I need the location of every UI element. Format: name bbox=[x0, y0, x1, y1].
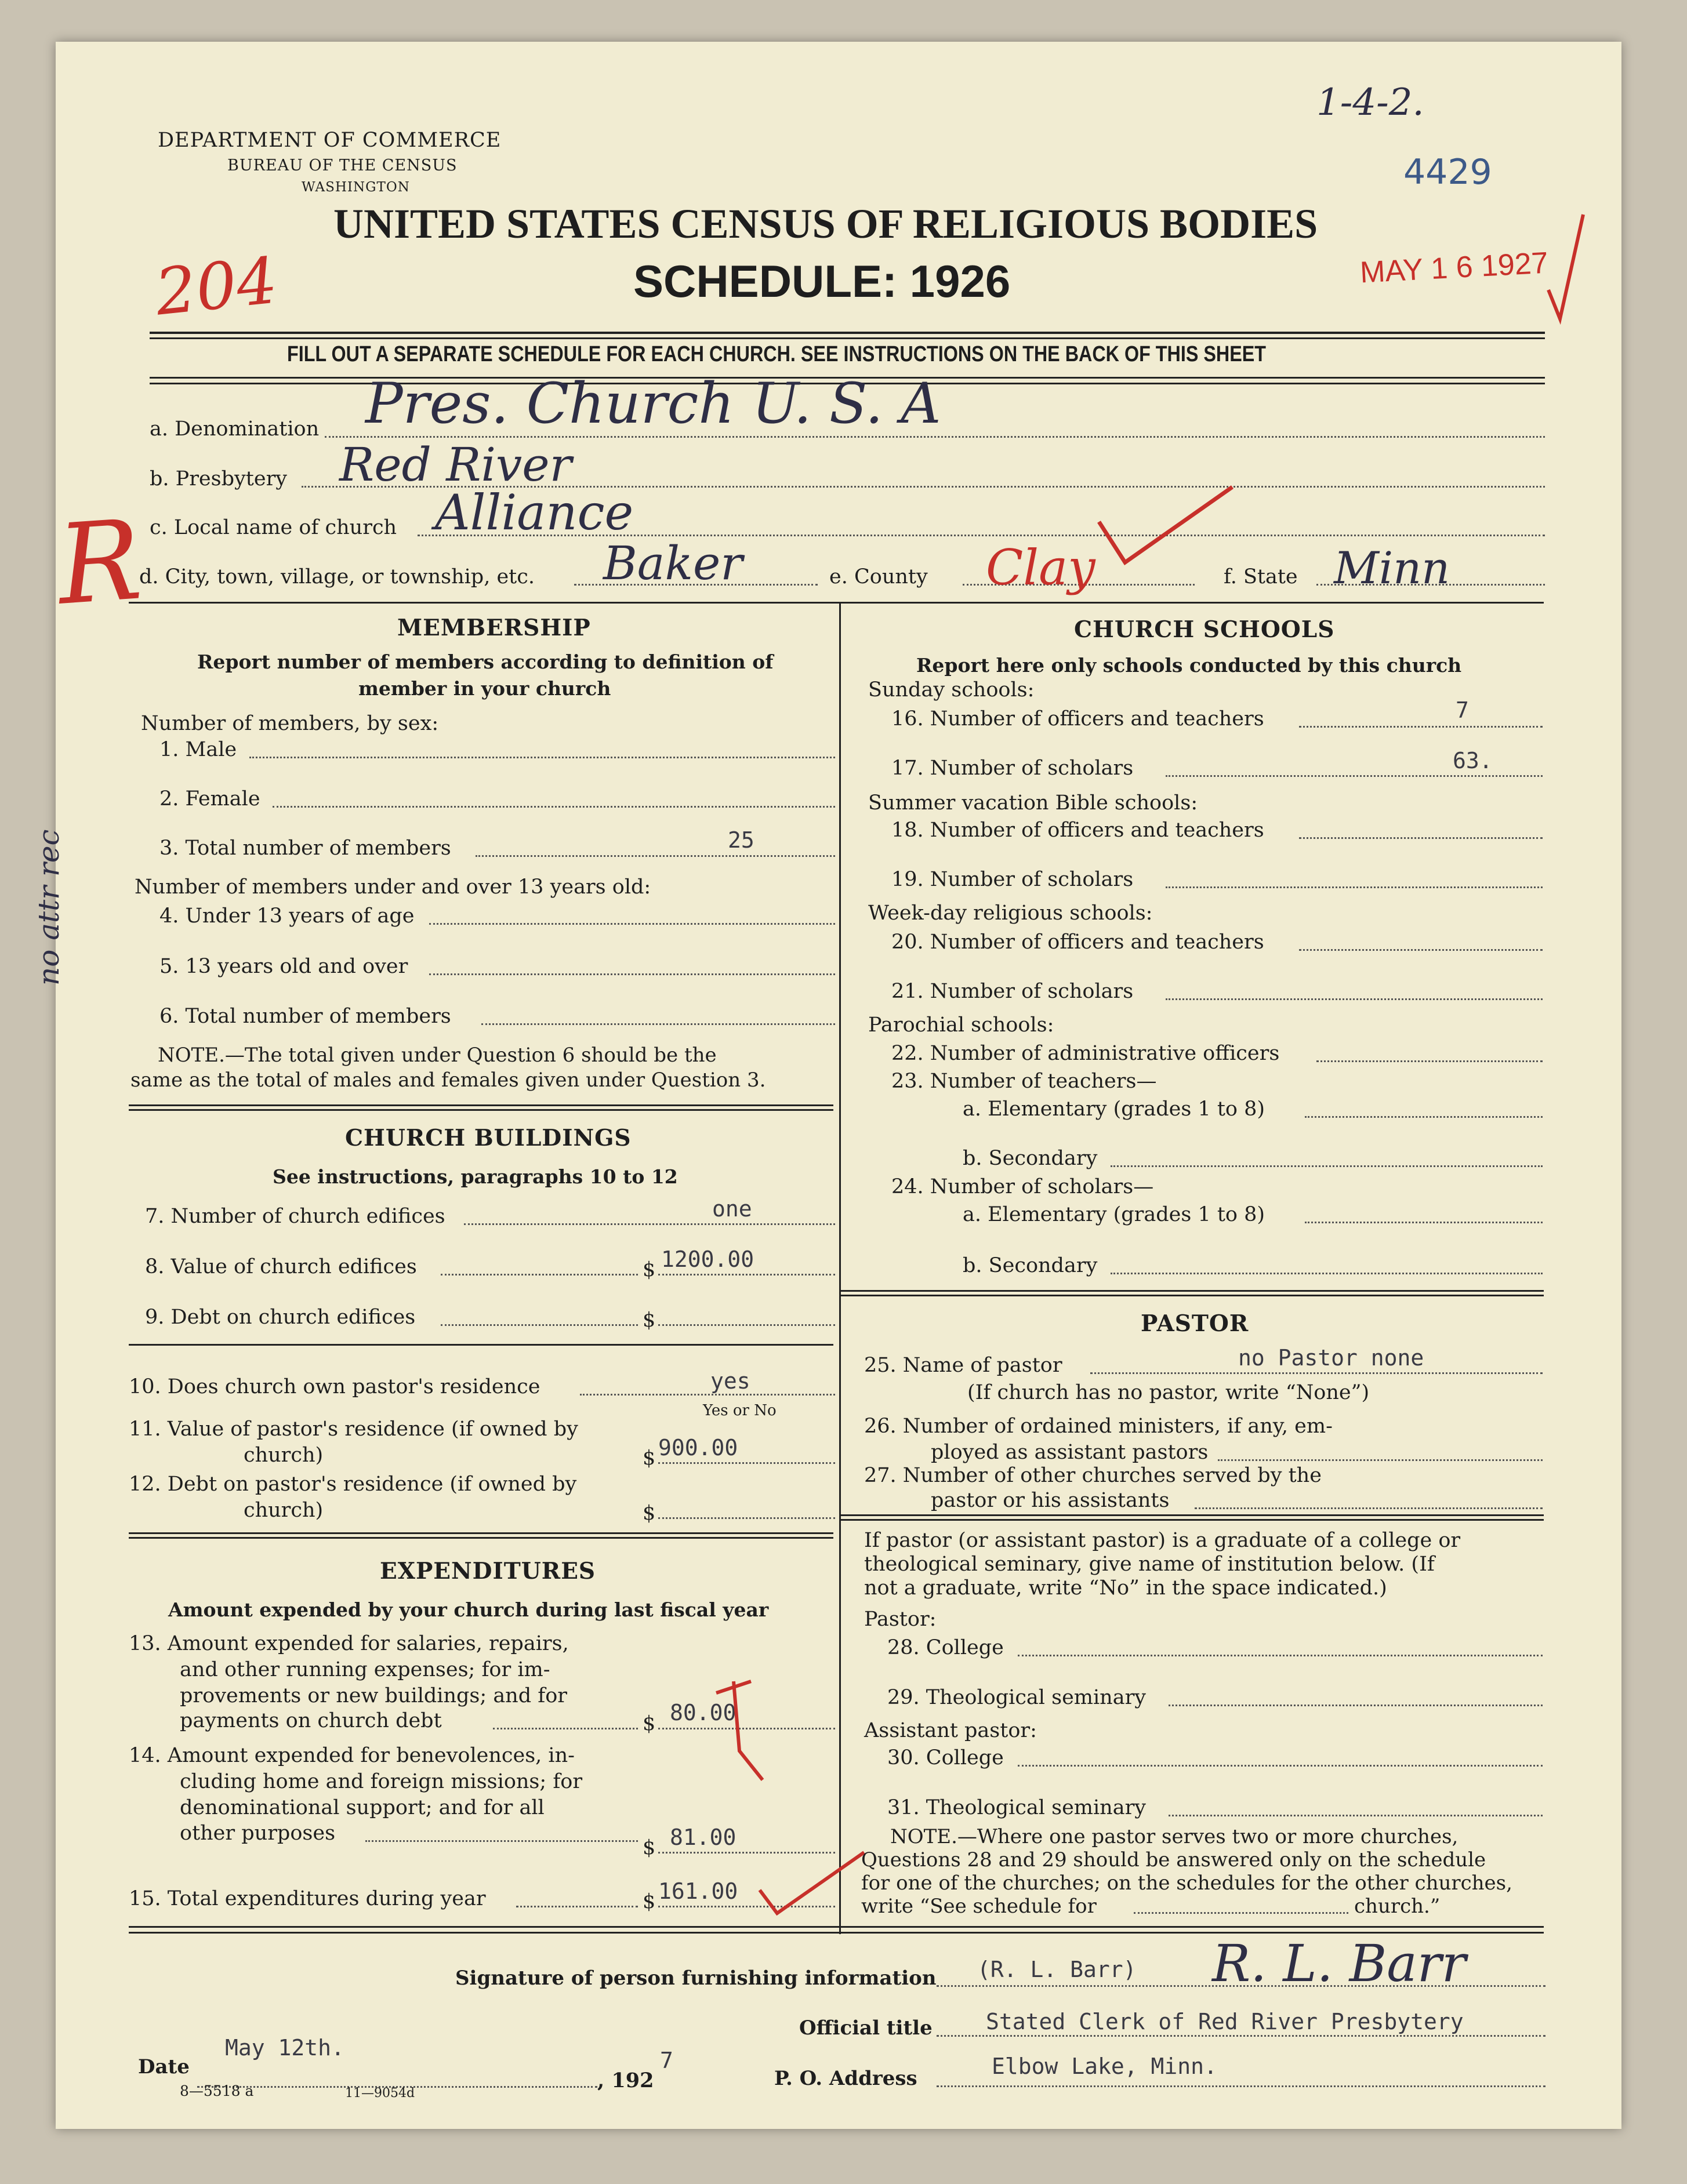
graduate-instruction-2: theological seminary, give name of institution below. (If bbox=[864, 1553, 1435, 1576]
q24b-label: b. Secondary bbox=[963, 1254, 1098, 1277]
q11-label: 11. Value of pastor's residence (if owned by bbox=[129, 1418, 578, 1441]
city-label: d. City, town, village, or township, etc. bbox=[139, 565, 535, 588]
q31-line bbox=[1169, 1815, 1543, 1816]
q27-line bbox=[1195, 1507, 1543, 1509]
divider bbox=[129, 1532, 833, 1534]
q3-line bbox=[476, 855, 835, 857]
buildings-heading: CHURCH BUILDINGS bbox=[345, 1125, 632, 1151]
q25-line bbox=[1090, 1372, 1543, 1374]
divider bbox=[129, 1104, 833, 1106]
q19-line bbox=[1166, 886, 1543, 888]
q24-label: 24. Number of scholars— bbox=[891, 1175, 1154, 1198]
q10-hint: Yes or No bbox=[703, 1402, 777, 1419]
q2-label: 2. Female bbox=[159, 787, 260, 811]
q4-line bbox=[429, 923, 835, 925]
pastor-heading: PASTOR bbox=[1141, 1310, 1249, 1337]
q24a-line bbox=[1305, 1222, 1543, 1223]
q18-label: 18. Number of officers and teachers bbox=[891, 819, 1264, 842]
pastor-note-2: Questions 28 and 29 should be answered only on the schedule bbox=[861, 1848, 1486, 1872]
q21-label: 21. Number of scholars bbox=[891, 980, 1134, 1003]
q13-dollar: $ bbox=[643, 1712, 656, 1735]
q13-line bbox=[493, 1728, 638, 1729]
q21-line bbox=[1166, 998, 1543, 1000]
divider bbox=[150, 337, 1545, 339]
q14-line bbox=[365, 1840, 638, 1842]
q18-line bbox=[1299, 837, 1543, 839]
schools-heading: CHURCH SCHOOLS bbox=[1074, 616, 1335, 643]
official-title-label: Official title bbox=[799, 2016, 933, 2040]
q23-label: 23. Number of teachers— bbox=[891, 1070, 1157, 1093]
red-r-annotation: R bbox=[53, 496, 146, 630]
check-mark-icon bbox=[699, 1670, 792, 1786]
pastor-note-line bbox=[1134, 1912, 1348, 1914]
q20-line bbox=[1299, 949, 1543, 951]
buildings-subheading: See instructions, paragraphs 10 to 12 bbox=[273, 1165, 678, 1188]
q15-line bbox=[516, 1906, 638, 1907]
q1-line bbox=[249, 757, 835, 758]
divider bbox=[129, 1344, 833, 1346]
q7-line bbox=[464, 1223, 835, 1225]
members-by-sex-label: Number of members, by sex: bbox=[141, 712, 439, 735]
county-value: Clay bbox=[986, 539, 1095, 596]
q5-line bbox=[429, 973, 835, 975]
q26-label-2: ployed as assistant pastors bbox=[931, 1441, 1209, 1464]
q7-value: one bbox=[712, 1196, 752, 1222]
q15-label: 15. Total expenditures during year bbox=[129, 1887, 486, 1910]
q13-value: 80.00 bbox=[670, 1700, 737, 1725]
q22-label: 22. Number of administrative officers bbox=[891, 1042, 1280, 1065]
divider bbox=[841, 1295, 1544, 1296]
check-mark-icon bbox=[1543, 209, 1589, 325]
top-right-code: 1-4-2. bbox=[1316, 81, 1424, 124]
graduate-instruction-3: not a graduate, write “No” in the space indicated.) bbox=[864, 1576, 1387, 1600]
presbytery-value: Red River bbox=[339, 438, 572, 492]
q12-label-2: church) bbox=[244, 1499, 324, 1522]
expenditures-heading: EXPENDITURES bbox=[380, 1558, 596, 1585]
q24b-line bbox=[1111, 1273, 1543, 1274]
q15-dollar: $ bbox=[643, 1890, 656, 1913]
official-title-value: Stated Clerk of Red River Presbytery bbox=[986, 2009, 1464, 2034]
q14-label: 14. Amount expended for benevolences, in- bbox=[129, 1744, 575, 1767]
q30-label: 30. College bbox=[887, 1746, 1004, 1769]
summer-schools-label: Summer vacation Bible schools: bbox=[868, 791, 1198, 815]
q14-label-4: other purposes bbox=[180, 1822, 336, 1845]
weekday-schools-label: Week-day religious schools: bbox=[868, 902, 1153, 925]
q11-dollar: $ bbox=[643, 1447, 656, 1470]
q8-value: 1200.00 bbox=[661, 1247, 754, 1272]
q17-value: 63. bbox=[1453, 748, 1493, 773]
department-heading: DEPARTMENT OF COMMERCE bbox=[158, 129, 502, 152]
q12-label: 12. Debt on pastor's residence (if owned by bbox=[129, 1473, 577, 1496]
q14-value: 81.00 bbox=[670, 1825, 737, 1850]
parochial-schools-label: Parochial schools: bbox=[868, 1013, 1054, 1037]
q29-label: 29. Theological seminary bbox=[887, 1686, 1147, 1709]
signature-label: Signature of person furnishing information bbox=[455, 1967, 937, 1990]
year-prefix: , 192 bbox=[597, 2069, 654, 2092]
membership-subheading-2: member in your church bbox=[358, 677, 611, 700]
form-number: 8—5518 a bbox=[180, 2083, 254, 2099]
margin-handwritten-note: no attr rec bbox=[32, 829, 66, 986]
print-number: 11—9054d bbox=[345, 2086, 415, 2101]
q22-line bbox=[1316, 1060, 1543, 1062]
q7-label: 7. Number of church edifices bbox=[145, 1205, 445, 1228]
q23a-line bbox=[1305, 1116, 1543, 1118]
signature-handwritten: R. L. Barr bbox=[1212, 1934, 1466, 1993]
signature-typed: (R. L. Barr) bbox=[977, 1957, 1137, 1982]
divider bbox=[841, 1514, 1544, 1516]
check-mark-icon bbox=[754, 1844, 870, 1919]
q27-label: 27. Number of other churches served by the bbox=[864, 1464, 1322, 1487]
q13-label-4: payments on church debt bbox=[180, 1709, 442, 1732]
po-address-line bbox=[937, 2085, 1545, 2087]
q9-dollar: $ bbox=[643, 1309, 656, 1332]
state-label: f. State bbox=[1224, 565, 1298, 588]
form-title: UNITED STATES CENSUS OF RELIGIOUS BODIES bbox=[333, 201, 1318, 247]
q4-label: 4. Under 13 years of age bbox=[159, 904, 415, 928]
q8-line bbox=[441, 1274, 638, 1275]
county-label: e. County bbox=[829, 565, 928, 588]
denomination-label: a. Denomination bbox=[150, 417, 320, 441]
q20-label: 20. Number of officers and teachers bbox=[891, 931, 1264, 954]
q16-line bbox=[1299, 726, 1543, 728]
column-divider bbox=[839, 603, 841, 1934]
q11-value: 900.00 bbox=[658, 1435, 738, 1460]
schools-subheading: Report here only schools conducted by this church bbox=[916, 654, 1462, 677]
q8-dollar: $ bbox=[643, 1258, 656, 1281]
q6-label: 6. Total number of members bbox=[159, 1005, 451, 1028]
divider bbox=[841, 1519, 1544, 1521]
q12-amount-line bbox=[658, 1517, 835, 1519]
assistant-pastor-subheading: Assistant pastor: bbox=[864, 1719, 1037, 1742]
q24a-label: a. Elementary (grades 1 to 8) bbox=[963, 1203, 1265, 1226]
membership-note: NOTE.—The total given under Question 6 should be the bbox=[158, 1044, 717, 1067]
divider bbox=[129, 1926, 1544, 1928]
q6-line bbox=[481, 1023, 835, 1025]
q25-hint: (If church has no pastor, write “None”) bbox=[967, 1381, 1370, 1404]
po-address-label: P. O. Address bbox=[774, 2067, 917, 2090]
date-value: May 12th. bbox=[225, 2035, 344, 2061]
q27-label-2: pastor or his assistants bbox=[931, 1489, 1170, 1512]
q23b-line bbox=[1111, 1165, 1543, 1167]
pastor-note: NOTE.—Where one pastor serves two or more churches, bbox=[890, 1825, 1459, 1848]
pastor-note-4: write “See schedule for bbox=[861, 1895, 1097, 1918]
q9-line bbox=[441, 1324, 638, 1326]
file-number: 4429 bbox=[1403, 152, 1492, 192]
po-address-value: Elbow Lake, Minn. bbox=[992, 2054, 1217, 2079]
q9-amount-line bbox=[658, 1324, 835, 1326]
membership-note-2: same as the total of males and females given under Question 3. bbox=[130, 1069, 766, 1092]
membership-subheading: Report number of members according to definition of bbox=[197, 651, 774, 673]
q9-label: 9. Debt on church edifices bbox=[145, 1306, 416, 1329]
year-digit: 7 bbox=[660, 2048, 673, 2073]
q30-line bbox=[1018, 1765, 1543, 1767]
q25-value: no Pastor none bbox=[1238, 1345, 1424, 1371]
q5-label: 5. 13 years old and over bbox=[159, 955, 408, 978]
q13-label-3: provements or new buildings; and for bbox=[180, 1684, 568, 1707]
denomination-value: Pres. Church U. S. A bbox=[365, 371, 941, 436]
instruction-line: FILL OUT A SEPARATE SCHEDULE FOR EACH CHURCH. SEE INSTRUCTIONS ON THE BACK OF THIS SHEET bbox=[287, 342, 1267, 366]
q13-label-2: and other running expenses; for im- bbox=[180, 1658, 550, 1681]
q26-label: 26. Number of ordained ministers, if any, em- bbox=[864, 1415, 1333, 1438]
red-number-annotation: 204 bbox=[151, 243, 281, 330]
q10-label: 10. Does church own pastor's residence bbox=[129, 1375, 540, 1398]
q15-value: 161.00 bbox=[658, 1878, 738, 1904]
pastor-note-4b: church.” bbox=[1354, 1895, 1441, 1918]
q16-label: 16. Number of officers and teachers bbox=[891, 707, 1264, 731]
q10-line bbox=[580, 1394, 835, 1396]
q8-amount-line bbox=[658, 1274, 835, 1275]
q10-value: yes bbox=[710, 1368, 750, 1394]
q25-label: 25. Name of pastor bbox=[864, 1354, 1062, 1377]
q23a-label: a. Elementary (grades 1 to 8) bbox=[963, 1098, 1265, 1121]
expenditures-subheading: Amount expended by your church during last fiscal year bbox=[168, 1598, 769, 1621]
q23b-label: b. Secondary bbox=[963, 1147, 1098, 1170]
q8-label: 8. Value of church edifices bbox=[145, 1255, 417, 1278]
church-name-label: c. Local name of church bbox=[150, 516, 397, 539]
divider bbox=[129, 1537, 833, 1539]
q26-line bbox=[1218, 1459, 1543, 1461]
q17-label: 17. Number of scholars bbox=[891, 757, 1134, 780]
divider bbox=[129, 1109, 833, 1111]
bureau-heading: BUREAU OF THE CENSUS bbox=[227, 157, 458, 175]
membership-heading: MEMBERSHIP bbox=[397, 615, 591, 641]
church-name-value: Alliance bbox=[435, 484, 634, 541]
graduate-instruction: If pastor (or assistant pastor) is a graduate of a college or bbox=[864, 1529, 1461, 1552]
q13-label: 13. Amount expended for salaries, repairs, bbox=[129, 1632, 569, 1655]
state-value: Minn bbox=[1334, 542, 1450, 594]
q29-line bbox=[1169, 1705, 1543, 1706]
q28-line bbox=[1018, 1655, 1543, 1656]
city-heading: WASHINGTON bbox=[302, 180, 410, 195]
sunday-schools-label: Sunday schools: bbox=[868, 678, 1035, 702]
q14-dollar: $ bbox=[643, 1836, 656, 1859]
q1-label: 1. Male bbox=[159, 738, 237, 761]
q28-label: 28. College bbox=[887, 1636, 1004, 1659]
city-value: Baker bbox=[603, 536, 743, 590]
received-date-stamp: MAY 1 6 1927 bbox=[1359, 246, 1550, 290]
presbytery-label: b. Presbytery bbox=[150, 467, 288, 490]
members-by-age-label: Number of members under and over 13 years old: bbox=[135, 875, 651, 899]
divider bbox=[150, 332, 1545, 334]
check-mark-icon bbox=[1090, 475, 1241, 580]
q19-label: 19. Number of scholars bbox=[891, 868, 1134, 891]
q11-amount-line bbox=[658, 1462, 835, 1464]
q3-value: 25 bbox=[728, 827, 754, 853]
divider bbox=[841, 1290, 1544, 1292]
divider bbox=[129, 602, 1544, 604]
q16-value: 7 bbox=[1456, 697, 1469, 723]
q11-label-2: church) bbox=[244, 1444, 324, 1467]
schedule-title: SCHEDULE: 1926 bbox=[633, 256, 1011, 307]
pastor-subheading: Pastor: bbox=[864, 1608, 937, 1631]
q14-label-2: cluding home and foreign missions; for bbox=[180, 1770, 583, 1793]
date-label: Date bbox=[138, 2055, 190, 2078]
q14-label-3: denominational support; and for all bbox=[180, 1796, 545, 1819]
official-title-line bbox=[937, 2035, 1545, 2037]
q31-label: 31. Theological seminary bbox=[887, 1796, 1147, 1819]
q17-line bbox=[1166, 775, 1543, 777]
q2-line bbox=[273, 806, 835, 808]
q12-dollar: $ bbox=[643, 1502, 656, 1525]
q3-label: 3. Total number of members bbox=[159, 837, 451, 860]
pastor-note-3: for one of the churches; on the schedules for the other churches, bbox=[861, 1872, 1512, 1895]
